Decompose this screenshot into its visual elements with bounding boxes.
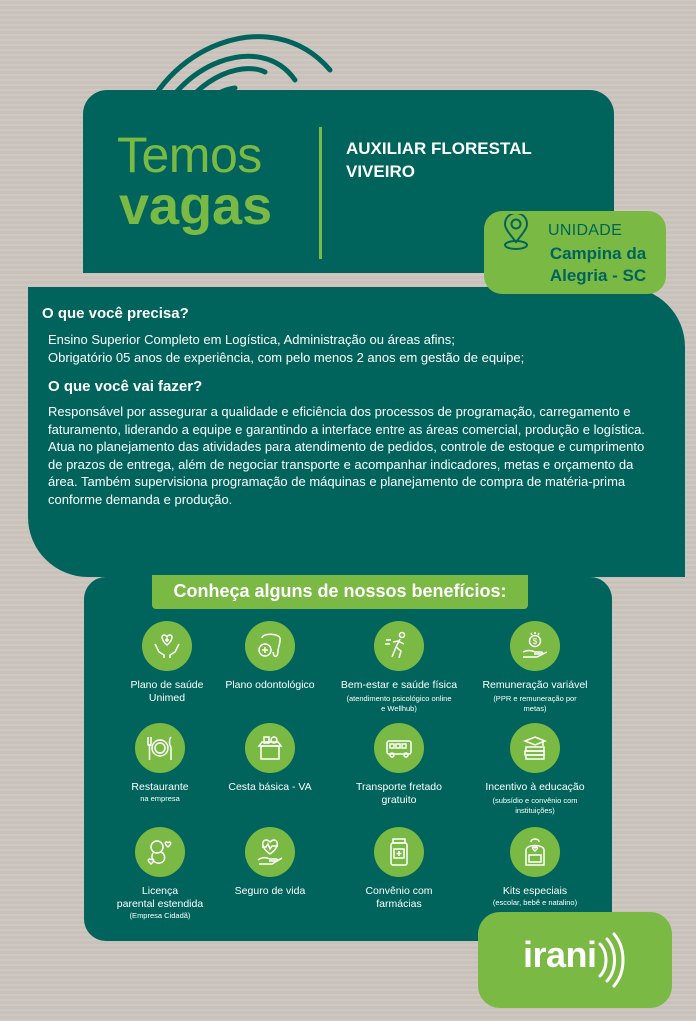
backpack-icon — [510, 827, 560, 877]
benefit-label: Unimed — [148, 692, 186, 704]
benefit-sublabel: (PPR e remuneração por metas) — [493, 694, 577, 713]
benefit-sublabel: (subsídio e convênio com instituições) — [492, 796, 578, 815]
benefit-label: Seguro de vida — [234, 885, 306, 897]
benefit-label: Convênio com — [365, 885, 433, 897]
job-title — [346, 137, 532, 183]
benefit-food-basket — [200, 723, 340, 794]
responsibilities-line: Responsável por assegurar a qualidade e eficiência dos processos de programação, carregamento e — [48, 404, 631, 419]
benefit-label: farmácias — [376, 898, 422, 910]
job-title-line-2: VIVEIRO — [346, 162, 415, 181]
benefit-label: parental estendida — [116, 898, 204, 910]
benefit-wellness — [329, 621, 469, 714]
hand-coin-icon — [510, 621, 560, 671]
unit-name — [542, 243, 654, 287]
benefits-title: Conheça alguns de nossos benefícios: — [152, 575, 528, 609]
location-pin-icon — [502, 214, 530, 254]
benefit-label: gratuito — [381, 794, 417, 806]
svg-text:$: $ — [532, 637, 538, 646]
benefit-label: Transporte fretado — [356, 781, 442, 793]
unit-name-line-1: Campina da — [549, 244, 647, 263]
irani-logo-text: irani — [523, 934, 597, 975]
books-graduation-cap-icon — [510, 723, 560, 773]
headline-vagas: vagas — [119, 176, 273, 236]
benefit-label: Restaurante — [131, 781, 189, 793]
responsibilities-line: de prazos de entrega, além de negociar transporte e acompanhar indicadores, metas e orçamento da — [48, 456, 634, 472]
benefit-variable-pay — [465, 621, 605, 714]
tooth-plus-icon — [245, 621, 295, 671]
signal-waves-icon — [596, 930, 636, 990]
unit-badge — [484, 211, 666, 294]
responsibilities-title: O que você vai fazer? — [48, 378, 203, 395]
benefit-label: Plano odontológico — [225, 679, 315, 691]
requirement-item: Ensino Superior Completo em Logística, Administração ou áreas afins; — [48, 332, 455, 347]
responsibilities-text — [48, 403, 645, 509]
parent-baby-icon — [135, 827, 185, 877]
benefit-label: Cesta básica - VA — [228, 781, 312, 793]
benefit-life-insurance — [200, 827, 340, 898]
benefit-label: Bem-estar e saúde física — [340, 679, 458, 691]
unit-label: UNIDADE — [548, 222, 623, 239]
benefit-transport — [329, 723, 469, 807]
responsibilities-line: área. Também supervisiona programação de máquinas e planejamento de compra de matéria-prima — [48, 474, 626, 490]
benefit-label: Plano de saúde — [130, 679, 204, 691]
benefit-pharmacy — [329, 827, 469, 911]
hand-heart-pulse-icon — [245, 827, 295, 877]
job-title-line-1: AUXILIAR FLORESTAL — [346, 139, 532, 158]
irani-logo-card — [478, 912, 672, 1008]
runner-icon — [374, 621, 424, 671]
requirement-item: Obrigatório 05 anos de experiência, com pelo menos 2 anos em gestão de equipe; — [48, 349, 525, 365]
bus-icon — [374, 723, 424, 773]
grocery-box-icon — [245, 723, 295, 773]
benefit-label: Incentivo à educação — [485, 781, 585, 793]
benefit-sublabel: na empresa — [140, 794, 180, 803]
benefit-special-kits — [465, 827, 605, 908]
benefit-sublabel: (atendimento psicológico online e Wellhub) — [346, 694, 452, 713]
plate-cutlery-icon — [135, 723, 185, 773]
benefit-education — [465, 723, 605, 816]
headline-temos: Temos — [117, 127, 262, 183]
benefit-label: Remuneração variável — [482, 679, 588, 691]
responsibilities-line: faturamento, liderando a equipe e garantindo a interface entre as áreas comercial, produção e logística. — [48, 421, 645, 437]
benefit-dental-plan — [200, 621, 340, 692]
requirements-list — [48, 331, 524, 366]
medicine-bottle-icon — [374, 827, 424, 877]
header-divider — [319, 127, 322, 259]
responsibilities-line: conforme demanda e produção. — [48, 491, 233, 507]
benefit-sublabel: (escolar, bebê e natalino) — [492, 898, 578, 907]
benefit-label: Licença — [141, 885, 179, 897]
responsibilities-line: Atua no planejamento das atividades para atendimento de pedidos, controle de estoque e cumprimento — [48, 439, 645, 455]
health-hands-heart-icon — [142, 621, 192, 671]
unit-name-line-2: Alegria - SC — [549, 266, 647, 285]
requirements-title: O que você precisa? — [42, 305, 189, 322]
benefit-label: Kits especiais — [502, 885, 568, 897]
benefit-sublabel: (Empresa Cidadã) — [129, 911, 191, 920]
